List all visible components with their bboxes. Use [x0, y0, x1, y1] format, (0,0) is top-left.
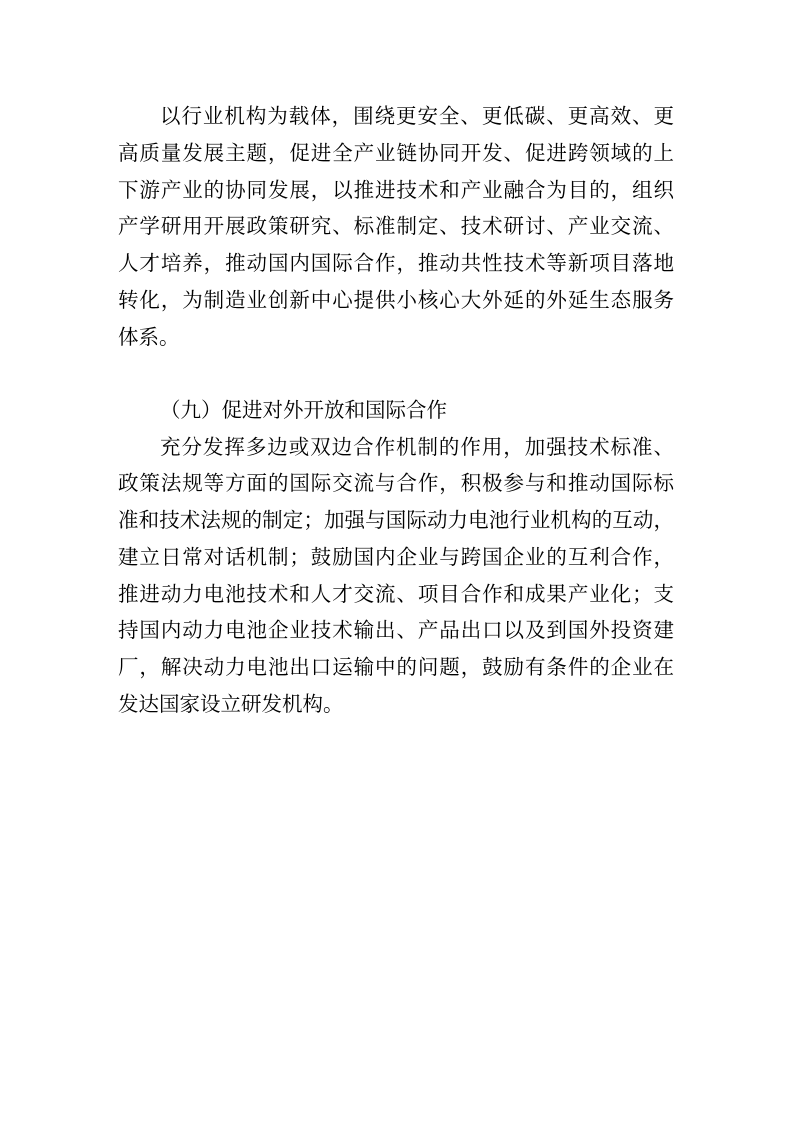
paragraph-line: 充分发挥多边或双边合作机制的作用，加强技术标准、: [160, 434, 674, 459]
paragraph-line: 准和技术法规的制定；加强与国际动力电池行业机构的互动，: [118, 508, 674, 533]
section-heading-text: （九）促进对外开放和国际合作: [160, 397, 447, 422]
paragraph-line: 高质量发展主题，促进全产业链协同开发、促进跨领域的上: [118, 140, 674, 165]
section-heading-international-cooperation: [118, 392, 674, 429]
paragraph-line: 建立日常对话机制；鼓励国内企业与跨国企业的互利合作，: [118, 544, 674, 569]
paragraph-line: 产学研用开展政策研究、标准制定、技术研讨、产业交流、: [118, 214, 674, 239]
paragraph-line: 发达国家设立研发机构。: [118, 692, 344, 717]
paragraph-international-cooperation: [118, 429, 674, 723]
paragraph-line: 政策法规等方面的国际交流与合作，积极参与和推动国际标: [118, 471, 674, 496]
paragraph-line: 厂，解决动力电池出口运输中的问题，鼓励有条件的企业在: [118, 655, 674, 680]
paragraph-line: 推进动力电池技术和人才交流、项目合作和成果产业化；支: [118, 581, 674, 606]
paragraph-line: 人才培养，推动国内国际合作，推动共性技术等新项目落地: [118, 251, 674, 276]
paragraph-line: 体系。: [118, 324, 180, 349]
paragraph-line: 以行业机构为载体，围绕更安全、更低碳、更高效、更: [160, 104, 674, 128]
paragraph-line: 持国内动力电池企业技术输出、产品出口以及到国外投资建: [118, 618, 674, 643]
paragraph-line: 下游产业的协同发展，以推进技术和产业融合为目的，组织: [118, 177, 674, 202]
paragraph-line: 转化，为制造业创新中心提供小核心大外延的外延生态服务: [118, 287, 674, 312]
paragraph-industry-organizations: [118, 98, 674, 356]
